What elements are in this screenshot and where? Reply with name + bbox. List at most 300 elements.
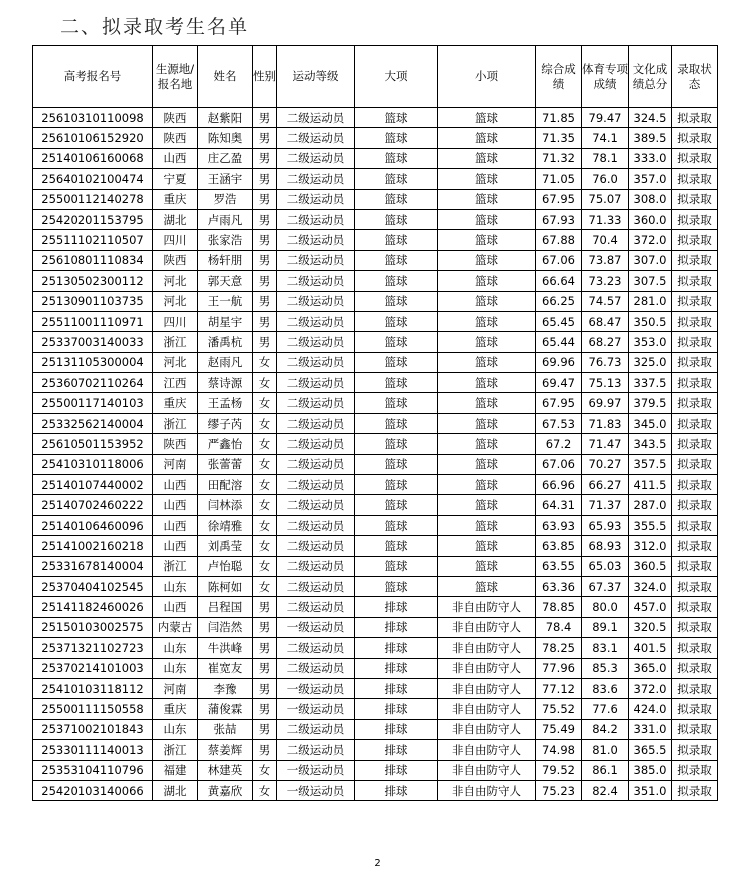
table-row xyxy=(33,413,718,433)
sport-score-cell: 73.87 xyxy=(582,250,629,270)
athlete-level-cell: 二级运动员 xyxy=(277,332,355,352)
culture-score-cell: 281.0 xyxy=(629,291,672,311)
sport-score-cell: 80.0 xyxy=(582,597,629,617)
table-row xyxy=(33,373,718,393)
event-cell: 篮球 xyxy=(438,434,536,454)
col-header-athlete-level: 运动等级 xyxy=(277,46,355,108)
col-header-composite-score: 综合成绩 xyxy=(536,46,582,108)
composite-score-cell: 67.06 xyxy=(536,250,582,270)
sport-cell: 篮球 xyxy=(355,291,438,311)
col-header-sport: 大项 xyxy=(355,46,438,108)
composite-score-cell: 67.93 xyxy=(536,209,582,229)
name-cell: 黄嘉欣 xyxy=(198,780,253,800)
origin-cell: 山东 xyxy=(153,576,198,596)
status-cell: 拟录取 xyxy=(672,495,718,515)
name-cell: 王一航 xyxy=(198,291,253,311)
composite-score-cell: 66.96 xyxy=(536,475,582,495)
status-cell: 拟录取 xyxy=(672,332,718,352)
name-cell: 卢怡聪 xyxy=(198,556,253,576)
event-cell: 篮球 xyxy=(438,536,536,556)
culture-score-cell: 365.0 xyxy=(629,658,672,678)
event-cell: 非自由防守人 xyxy=(438,719,536,739)
culture-score-cell: 350.5 xyxy=(629,311,672,331)
name-cell: 闫林添 xyxy=(198,495,253,515)
athlete-level-cell: 二级运动员 xyxy=(277,556,355,576)
composite-score-cell: 65.44 xyxy=(536,332,582,352)
composite-score-cell: 66.25 xyxy=(536,291,582,311)
sport-score-cell: 78.1 xyxy=(582,148,629,168)
table-row xyxy=(33,678,718,698)
event-cell: 非自由防守人 xyxy=(438,760,536,780)
name-cell: 严鑫怡 xyxy=(198,434,253,454)
event-cell: 篮球 xyxy=(438,413,536,433)
status-cell: 拟录取 xyxy=(672,209,718,229)
event-cell: 非自由防守人 xyxy=(438,597,536,617)
table-body xyxy=(33,108,718,801)
origin-cell: 河南 xyxy=(153,454,198,474)
composite-score-cell: 78.4 xyxy=(536,617,582,637)
table-row xyxy=(33,536,718,556)
culture-score-cell: 351.0 xyxy=(629,780,672,800)
table-row xyxy=(33,291,718,311)
exam-id-cell: 25420201153795 xyxy=(33,209,153,229)
exam-id-cell: 25410310118006 xyxy=(33,454,153,474)
section-heading: 二、拟录取考生名单 xyxy=(60,16,250,38)
sport-score-cell: 75.07 xyxy=(582,189,629,209)
exam-id-cell: 25131105300004 xyxy=(33,352,153,372)
table-row xyxy=(33,780,718,800)
composite-score-cell: 69.96 xyxy=(536,352,582,372)
exam-id-cell: 25140106460096 xyxy=(33,515,153,535)
sport-cell: 篮球 xyxy=(355,332,438,352)
athlete-level-cell: 二级运动员 xyxy=(277,209,355,229)
sport-score-cell: 74.1 xyxy=(582,128,629,148)
gender-cell: 女 xyxy=(253,434,277,454)
culture-score-cell: 324.0 xyxy=(629,576,672,596)
gender-cell: 女 xyxy=(253,515,277,535)
athlete-level-cell: 一级运动员 xyxy=(277,780,355,800)
exam-id-cell: 25500111150558 xyxy=(33,699,153,719)
sport-score-cell: 71.83 xyxy=(582,413,629,433)
exam-id-cell: 25410103118112 xyxy=(33,678,153,698)
gender-cell: 男 xyxy=(253,169,277,189)
composite-score-cell: 74.98 xyxy=(536,740,582,760)
sport-cell: 篮球 xyxy=(355,393,438,413)
sport-score-cell: 71.37 xyxy=(582,495,629,515)
status-cell: 拟录取 xyxy=(672,740,718,760)
gender-cell: 女 xyxy=(253,760,277,780)
origin-cell: 陕西 xyxy=(153,434,198,454)
gender-cell: 女 xyxy=(253,393,277,413)
event-cell: 篮球 xyxy=(438,556,536,576)
culture-score-cell: 360.5 xyxy=(629,556,672,576)
athlete-level-cell: 二级运动员 xyxy=(277,434,355,454)
origin-cell: 山西 xyxy=(153,148,198,168)
sport-score-cell: 68.47 xyxy=(582,311,629,331)
gender-cell: 男 xyxy=(253,719,277,739)
sport-cell: 篮球 xyxy=(355,230,438,250)
sport-score-cell: 75.13 xyxy=(582,373,629,393)
sport-cell: 排球 xyxy=(355,597,438,617)
exam-id-cell: 25353104110796 xyxy=(33,760,153,780)
culture-score-cell: 307.0 xyxy=(629,250,672,270)
col-header-origin: 生源地/报名地 xyxy=(153,46,198,108)
athlete-level-cell: 二级运动员 xyxy=(277,189,355,209)
event-cell: 篮球 xyxy=(438,393,536,413)
status-cell: 拟录取 xyxy=(672,556,718,576)
athlete-level-cell: 二级运动员 xyxy=(277,740,355,760)
name-cell: 罗浩 xyxy=(198,189,253,209)
sport-cell: 篮球 xyxy=(355,108,438,128)
exam-id-cell: 25140106160068 xyxy=(33,148,153,168)
exam-id-cell: 25511001110971 xyxy=(33,311,153,331)
exam-id-cell: 25371321102723 xyxy=(33,638,153,658)
table-row xyxy=(33,393,718,413)
status-cell: 拟录取 xyxy=(672,128,718,148)
name-cell: 徐靖雅 xyxy=(198,515,253,535)
origin-cell: 河北 xyxy=(153,271,198,291)
table-row xyxy=(33,209,718,229)
name-cell: 崔宽友 xyxy=(198,658,253,678)
culture-score-cell: 308.0 xyxy=(629,189,672,209)
origin-cell: 宁夏 xyxy=(153,169,198,189)
origin-cell: 湖北 xyxy=(153,780,198,800)
col-header-culture-score: 文化成绩总分 xyxy=(629,46,672,108)
table-row xyxy=(33,597,718,617)
exam-id-cell: 25370214101003 xyxy=(33,658,153,678)
origin-cell: 江西 xyxy=(153,373,198,393)
sport-score-cell: 85.3 xyxy=(582,658,629,678)
sport-score-cell: 65.03 xyxy=(582,556,629,576)
gender-cell: 男 xyxy=(253,699,277,719)
sport-cell: 篮球 xyxy=(355,515,438,535)
composite-score-cell: 77.12 xyxy=(536,678,582,698)
sport-score-cell: 82.4 xyxy=(582,780,629,800)
sport-score-cell: 74.57 xyxy=(582,291,629,311)
sport-score-cell: 76.0 xyxy=(582,169,629,189)
gender-cell: 男 xyxy=(253,617,277,637)
sport-cell: 篮球 xyxy=(355,148,438,168)
event-cell: 篮球 xyxy=(438,128,536,148)
sport-score-cell: 68.93 xyxy=(582,536,629,556)
exam-id-cell: 25360702110264 xyxy=(33,373,153,393)
name-cell: 蔡姜辉 xyxy=(198,740,253,760)
gender-cell: 女 xyxy=(253,576,277,596)
gender-cell: 女 xyxy=(253,536,277,556)
origin-cell: 重庆 xyxy=(153,699,198,719)
culture-score-cell: 324.5 xyxy=(629,108,672,128)
name-cell: 张家浩 xyxy=(198,230,253,250)
athlete-level-cell: 二级运动员 xyxy=(277,169,355,189)
status-cell: 拟录取 xyxy=(672,780,718,800)
sport-cell: 排球 xyxy=(355,638,438,658)
culture-score-cell: 372.0 xyxy=(629,678,672,698)
name-cell: 卢雨凡 xyxy=(198,209,253,229)
sport-score-cell: 71.47 xyxy=(582,434,629,454)
origin-cell: 陕西 xyxy=(153,128,198,148)
origin-cell: 山东 xyxy=(153,719,198,739)
table-row xyxy=(33,128,718,148)
col-header-gender: 性别 xyxy=(253,46,277,108)
culture-score-cell: 307.5 xyxy=(629,271,672,291)
culture-score-cell: 345.0 xyxy=(629,413,672,433)
exam-id-cell: 25371002101843 xyxy=(33,719,153,739)
status-cell: 拟录取 xyxy=(672,169,718,189)
header-row xyxy=(33,46,718,108)
athlete-level-cell: 二级运动员 xyxy=(277,515,355,535)
culture-score-cell: 357.5 xyxy=(629,454,672,474)
composite-score-cell: 75.52 xyxy=(536,699,582,719)
status-cell: 拟录取 xyxy=(672,658,718,678)
sport-cell: 篮球 xyxy=(355,169,438,189)
table-row xyxy=(33,719,718,739)
composite-score-cell: 67.06 xyxy=(536,454,582,474)
athlete-level-cell: 二级运动员 xyxy=(277,393,355,413)
sport-cell: 排球 xyxy=(355,760,438,780)
sport-cell: 篮球 xyxy=(355,250,438,270)
origin-cell: 山西 xyxy=(153,536,198,556)
composite-score-cell: 77.96 xyxy=(536,658,582,678)
event-cell: 非自由防守人 xyxy=(438,740,536,760)
name-cell: 吕程国 xyxy=(198,597,253,617)
sport-cell: 篮球 xyxy=(355,311,438,331)
status-cell: 拟录取 xyxy=(672,576,718,596)
table-row xyxy=(33,250,718,270)
composite-score-cell: 67.95 xyxy=(536,189,582,209)
table-row xyxy=(33,699,718,719)
culture-score-cell: 287.0 xyxy=(629,495,672,515)
gender-cell: 男 xyxy=(253,678,277,698)
name-cell: 郭天意 xyxy=(198,271,253,291)
status-cell: 拟录取 xyxy=(672,250,718,270)
sport-score-cell: 84.2 xyxy=(582,719,629,739)
name-cell: 赵雨凡 xyxy=(198,352,253,372)
origin-cell: 重庆 xyxy=(153,189,198,209)
table-row xyxy=(33,658,718,678)
culture-score-cell: 312.0 xyxy=(629,536,672,556)
exam-id-cell: 25420103140066 xyxy=(33,780,153,800)
table-row xyxy=(33,148,718,168)
event-cell: 非自由防守人 xyxy=(438,699,536,719)
gender-cell: 男 xyxy=(253,332,277,352)
origin-cell: 浙江 xyxy=(153,413,198,433)
sport-cell: 篮球 xyxy=(355,209,438,229)
event-cell: 篮球 xyxy=(438,148,536,168)
event-cell: 非自由防守人 xyxy=(438,658,536,678)
gender-cell: 女 xyxy=(253,373,277,393)
gender-cell: 女 xyxy=(253,556,277,576)
exam-id-cell: 25332562140004 xyxy=(33,413,153,433)
event-cell: 篮球 xyxy=(438,515,536,535)
athlete-level-cell: 二级运动员 xyxy=(277,271,355,291)
sport-cell: 篮球 xyxy=(355,475,438,495)
sport-score-cell: 68.27 xyxy=(582,332,629,352)
name-cell: 王涵宇 xyxy=(198,169,253,189)
sport-cell: 排球 xyxy=(355,740,438,760)
col-header-status: 录取状态 xyxy=(672,46,718,108)
sport-cell: 篮球 xyxy=(355,373,438,393)
name-cell: 刘禹莹 xyxy=(198,536,253,556)
event-cell: 非自由防守人 xyxy=(438,638,536,658)
sport-cell: 篮球 xyxy=(355,576,438,596)
athlete-level-cell: 二级运动员 xyxy=(277,576,355,596)
origin-cell: 河南 xyxy=(153,678,198,698)
exam-id-cell: 25141182460026 xyxy=(33,597,153,617)
event-cell: 篮球 xyxy=(438,311,536,331)
status-cell: 拟录取 xyxy=(672,760,718,780)
composite-score-cell: 71.05 xyxy=(536,169,582,189)
event-cell: 篮球 xyxy=(438,373,536,393)
composite-score-cell: 71.32 xyxy=(536,148,582,168)
culture-score-cell: 379.5 xyxy=(629,393,672,413)
origin-cell: 河北 xyxy=(153,291,198,311)
athlete-level-cell: 二级运动员 xyxy=(277,413,355,433)
col-header-sport-score: 体育专项成绩 xyxy=(582,46,629,108)
event-cell: 非自由防守人 xyxy=(438,678,536,698)
sport-cell: 排球 xyxy=(355,658,438,678)
athlete-level-cell: 二级运动员 xyxy=(277,373,355,393)
origin-cell: 浙江 xyxy=(153,332,198,352)
page-number: 2 xyxy=(374,858,381,869)
sport-cell: 排球 xyxy=(355,678,438,698)
origin-cell: 山西 xyxy=(153,475,198,495)
composite-score-cell: 64.31 xyxy=(536,495,582,515)
culture-score-cell: 337.5 xyxy=(629,373,672,393)
sport-cell: 篮球 xyxy=(355,536,438,556)
table-row xyxy=(33,434,718,454)
exam-id-cell: 25150103002575 xyxy=(33,617,153,637)
event-cell: 篮球 xyxy=(438,291,536,311)
name-cell: 蔡诗源 xyxy=(198,373,253,393)
status-cell: 拟录取 xyxy=(672,699,718,719)
culture-score-cell: 355.5 xyxy=(629,515,672,535)
athlete-level-cell: 二级运动员 xyxy=(277,597,355,617)
sport-cell: 排球 xyxy=(355,699,438,719)
athlete-level-cell: 二级运动员 xyxy=(277,658,355,678)
event-cell: 篮球 xyxy=(438,250,536,270)
culture-score-cell: 411.5 xyxy=(629,475,672,495)
status-cell: 拟录取 xyxy=(672,536,718,556)
athlete-level-cell: 一级运动员 xyxy=(277,760,355,780)
composite-score-cell: 75.23 xyxy=(536,780,582,800)
admission-table xyxy=(32,45,718,801)
sport-score-cell: 70.4 xyxy=(582,230,629,250)
name-cell: 庄乙盈 xyxy=(198,148,253,168)
gender-cell: 男 xyxy=(253,658,277,678)
status-cell: 拟录取 xyxy=(672,638,718,658)
exam-id-cell: 25370404102545 xyxy=(33,576,153,596)
gender-cell: 男 xyxy=(253,148,277,168)
athlete-level-cell: 一级运动员 xyxy=(277,617,355,637)
composite-score-cell: 67.95 xyxy=(536,393,582,413)
event-cell: 篮球 xyxy=(438,454,536,474)
athlete-level-cell: 二级运动员 xyxy=(277,250,355,270)
athlete-level-cell: 二级运动员 xyxy=(277,454,355,474)
athlete-level-cell: 二级运动员 xyxy=(277,230,355,250)
sport-score-cell: 83.6 xyxy=(582,678,629,698)
athlete-level-cell: 二级运动员 xyxy=(277,638,355,658)
origin-cell: 山东 xyxy=(153,638,198,658)
culture-score-cell: 333.0 xyxy=(629,148,672,168)
origin-cell: 湖北 xyxy=(153,209,198,229)
table-row xyxy=(33,311,718,331)
culture-score-cell: 401.5 xyxy=(629,638,672,658)
athlete-level-cell: 二级运动员 xyxy=(277,495,355,515)
athlete-level-cell: 一级运动员 xyxy=(277,678,355,698)
composite-score-cell: 63.85 xyxy=(536,536,582,556)
table-row xyxy=(33,638,718,658)
exam-id-cell: 25130901103735 xyxy=(33,291,153,311)
event-cell: 篮球 xyxy=(438,189,536,209)
name-cell: 胡星宇 xyxy=(198,311,253,331)
table-row xyxy=(33,352,718,372)
table-row xyxy=(33,189,718,209)
culture-score-cell: 343.5 xyxy=(629,434,672,454)
sport-cell: 篮球 xyxy=(355,352,438,372)
name-cell: 李豫 xyxy=(198,678,253,698)
name-cell: 潘禹杭 xyxy=(198,332,253,352)
status-cell: 拟录取 xyxy=(672,230,718,250)
athlete-level-cell: 二级运动员 xyxy=(277,148,355,168)
col-header-event: 小项 xyxy=(438,46,536,108)
athlete-level-cell: 二级运动员 xyxy=(277,108,355,128)
sport-score-cell: 89.1 xyxy=(582,617,629,637)
table-row xyxy=(33,271,718,291)
status-cell: 拟录取 xyxy=(672,148,718,168)
name-cell: 王孟杨 xyxy=(198,393,253,413)
sport-score-cell: 86.1 xyxy=(582,760,629,780)
gender-cell: 女 xyxy=(253,495,277,515)
origin-cell: 浙江 xyxy=(153,556,198,576)
culture-score-cell: 424.0 xyxy=(629,699,672,719)
exam-id-cell: 25610310110098 xyxy=(33,108,153,128)
composite-score-cell: 67.2 xyxy=(536,434,582,454)
exam-id-cell: 25610801110834 xyxy=(33,250,153,270)
sport-cell: 篮球 xyxy=(355,556,438,576)
event-cell: 非自由防守人 xyxy=(438,617,536,637)
gender-cell: 男 xyxy=(253,108,277,128)
gender-cell: 男 xyxy=(253,250,277,270)
event-cell: 篮球 xyxy=(438,209,536,229)
sport-cell: 篮球 xyxy=(355,454,438,474)
status-cell: 拟录取 xyxy=(672,597,718,617)
sport-score-cell: 79.47 xyxy=(582,108,629,128)
athlete-level-cell: 二级运动员 xyxy=(277,128,355,148)
sport-cell: 篮球 xyxy=(355,413,438,433)
status-cell: 拟录取 xyxy=(672,393,718,413)
gender-cell: 女 xyxy=(253,454,277,474)
composite-score-cell: 79.52 xyxy=(536,760,582,780)
sport-score-cell: 70.27 xyxy=(582,454,629,474)
composite-score-cell: 71.85 xyxy=(536,108,582,128)
origin-cell: 河北 xyxy=(153,352,198,372)
event-cell: 篮球 xyxy=(438,230,536,250)
athlete-level-cell: 二级运动员 xyxy=(277,475,355,495)
sport-score-cell: 81.0 xyxy=(582,740,629,760)
table-row xyxy=(33,454,718,474)
sport-score-cell: 67.37 xyxy=(582,576,629,596)
composite-score-cell: 78.85 xyxy=(536,597,582,617)
composite-score-cell: 75.49 xyxy=(536,719,582,739)
status-cell: 拟录取 xyxy=(672,413,718,433)
name-cell: 陈知奥 xyxy=(198,128,253,148)
status-cell: 拟录取 xyxy=(672,515,718,535)
name-cell: 张蕾蕾 xyxy=(198,454,253,474)
exam-id-cell: 25140107440002 xyxy=(33,475,153,495)
sport-cell: 篮球 xyxy=(355,434,438,454)
sport-score-cell: 69.97 xyxy=(582,393,629,413)
culture-score-cell: 457.0 xyxy=(629,597,672,617)
